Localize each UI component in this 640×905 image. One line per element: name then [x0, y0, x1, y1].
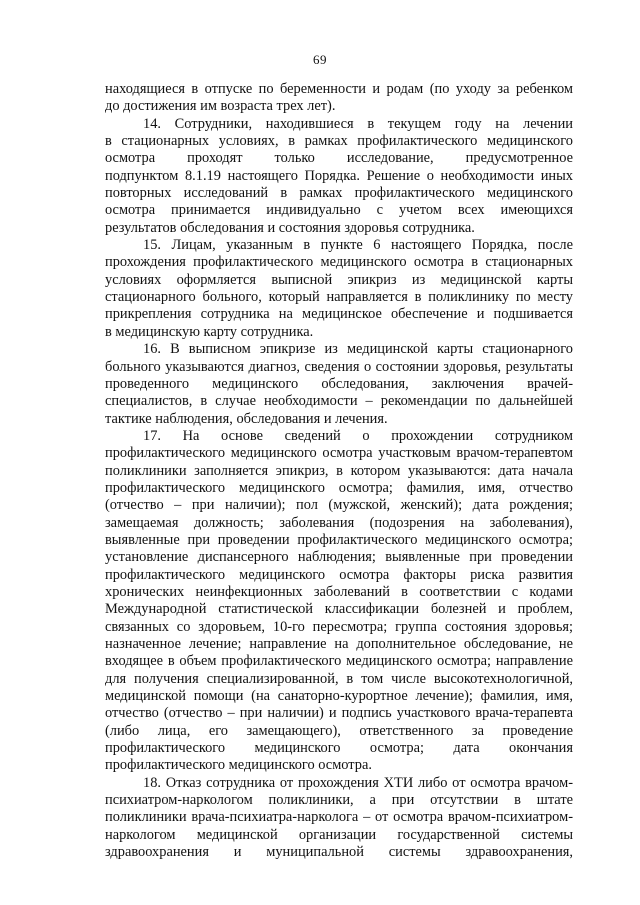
text-line: профилактического медицинского осмотра.	[105, 757, 372, 774]
text-line: (либо лица, его замещающего), ответственного за проведение	[105, 722, 573, 739]
text-line: стационарного больного, который направляется в поликлинику по месту	[105, 289, 573, 306]
text-line: прохождения профилактического медицинского осмотра в стационарных	[105, 254, 573, 271]
text-line: связанных со здоровьем, 10-го пересмотра; группа состояния здоровья;	[105, 618, 573, 635]
text-line: в стационарных условиях, в рамках профилактического медицинского	[105, 133, 573, 150]
text-line: осмотра принимается индивидуально с учетом всех имеющихся	[105, 202, 573, 219]
text-line: поликлиники врача-психиатра-нарколога – от осмотра врачом-психиатром-	[105, 809, 573, 826]
text-line: профилактического медицинского осмотра факторы риска развития	[105, 566, 573, 583]
paragraph-p15	[105, 237, 573, 341]
text-line: повторных исследований в рамках профилактического медицинского	[105, 185, 573, 202]
paragraph-p13-cont	[105, 81, 573, 116]
text-line: осмотра проходят только исследование, предусмотренное	[105, 150, 573, 167]
text-line: (отчество – при наличии); пол (мужской, женский); дата рождения;	[105, 497, 573, 514]
text-line: психиатром-наркологом поликлиники, а при отсутствии в штате	[105, 792, 573, 809]
text-line: здравоохранения и муниципальной системы здравоохранения,	[105, 844, 573, 861]
text-line: профилактического медицинского осмотра; фамилия, имя, отчество	[105, 479, 573, 496]
text-line: 18. Отказ сотрудника от прохождения ХТИ либо от осмотра врачом-	[143, 774, 573, 791]
text-line: профилактического медицинского осмотра; дата окончания	[105, 740, 573, 757]
paragraph-p18	[105, 775, 573, 862]
paragraph-p17	[105, 428, 573, 775]
document-body	[105, 81, 573, 861]
text-line: находящиеся в отпуске по беременности и родам (по уходу за ребенком	[105, 81, 573, 97]
paragraph-p16	[105, 341, 573, 428]
text-line: проведенного медицинского обследования, заключения врачей-	[105, 375, 573, 392]
text-line: для получения специализированной, в том числе высокотехнологичной,	[105, 670, 573, 687]
text-line: условиях оформляется выписной эпикриз из медицинской карты	[105, 271, 573, 288]
text-line: специалистов, в случае необходимости – рекомендации по дальнейшей	[105, 393, 573, 410]
text-line: входящее в объем профилактического медицинского осмотра; направление	[105, 653, 573, 670]
page-number: 69	[313, 52, 327, 67]
text-line: отчество (отчество – при наличии) и подпись участкового врача-терапевта	[105, 705, 573, 722]
paragraph-p14	[105, 116, 573, 237]
text-line: 15. Лицам, указанным в пункте 6 настоящего Порядка, после	[143, 237, 573, 254]
text-line: профилактического медицинского осмотра участковым врачом-терапевтом	[105, 445, 573, 462]
text-line: поликлиники заполняется эпикриз, в котором указываются: дата начала	[105, 462, 573, 479]
text-line: больного указываются диагноз, сведения о состоянии здоровья, результаты	[105, 358, 573, 375]
text-line: 17. На основе сведений о прохождении сотрудником	[143, 427, 573, 444]
text-line: в медицинскую карту сотрудника.	[105, 323, 314, 340]
text-line: результатов обследования и состояния здоровья сотрудника.	[105, 219, 475, 236]
text-line: наркологом медицинской организации государственной системы	[105, 826, 573, 843]
text-line: установление диспансерного наблюдения; выявленные при проведении	[105, 549, 573, 566]
text-line: замещаемая должность; заболевания (подозрения на заболевания),	[105, 514, 573, 531]
text-line: назначенное лечение; направление на дополнительное обследование, не	[105, 636, 573, 652]
text-line: выявленные при проведении профилактического медицинского осмотра;	[105, 531, 573, 548]
text-line: 14. Сотрудники, находившиеся в текущем году на лечении	[143, 115, 573, 132]
text-line: 16. В выписном эпикризе из медицинской карты стационарного	[143, 341, 573, 358]
text-line: до достижения им возраста трех лет).	[105, 98, 336, 115]
text-line: Международной статистической классификации болезней и проблем,	[105, 601, 573, 618]
text-line: прикрепления сотрудника на медицинское обеспечение и подшивается	[105, 306, 573, 323]
text-line: хронических неинфекционных заболеваний в соответствии с кодами	[105, 583, 573, 600]
text-line: медицинской помощи (на санаторно-курортное лечение); фамилия, имя,	[105, 688, 573, 705]
text-line: подпунктом 8.1.19 настоящего Порядка. Решение о необходимости иных	[105, 167, 573, 184]
text-line: тактике наблюдения, обследования и лечения.	[105, 410, 388, 427]
